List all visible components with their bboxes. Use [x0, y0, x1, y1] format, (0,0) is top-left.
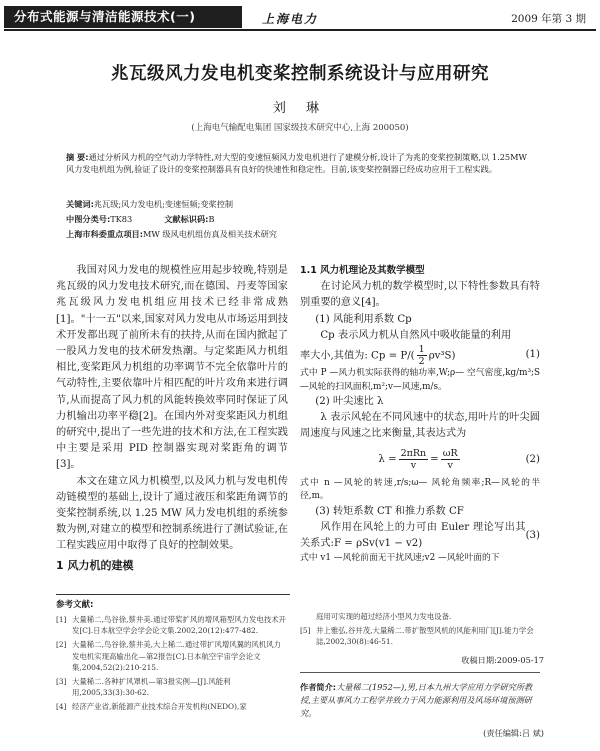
editor-note: (责任编辑:吕 斌): [483, 728, 544, 738]
received-date: 收稿日期:2009-05-17: [461, 655, 544, 665]
body-paragraph: 我国对风力发电的规模性应用起步较晚,特别是兆瓦级的风力发电技术研究,而在德国、丹麦等国家兆瓦级风力发电机组应用技术已经非常成熟[1]。"十一五"以来,国家对风力发电从市场运用到技术开发都出现了前所未有的扶持,从而在国内掀起了一股风力发电的技术研发热潮。与定桨距风力机组相比,变桨距风力机组的功率调节不完全依靠叶片的气动特性,主要依靠叶片相匹配的叶片攻角来进行调节,从而提高了风力机的风能转换效率同时保证了风力机输出功率平稳[2]。在国内外对变桨距风力机组的研究中,提出了一些先进的技术和方法,在工程实践中主要是采用 PID 控制器实现对桨距角的调节[3]。: [56, 265, 288, 471]
body-paragraph: 在讨论风力机的数学模型时,以下特性参数具有特别重要的意义[4]。: [300, 281, 540, 309]
subsection-heading: 1.1 风力机理论及其数学模型: [300, 265, 425, 276]
abstract-text: 通过分析风力机的空气动力学特性,对大型的变速恒频风力发电机进行了建模分析,设计了为兆的变桨控制策略,以 1.25MW 风力发电机组为例,验证了设计的变桨控制器具有良好的快速性和稳定性。目前,该变桨控制器已经成功应用于工程实践。: [66, 152, 527, 174]
journal-name: 上海电力: [262, 12, 319, 26]
keywords-line: [66, 199, 233, 210]
reference-item: [1] 大量稀二,鸟谷徐,蔡井美.通过带桨扩风的增风箱型风力发电技术开发[C].日本航空学会学会论文集.2002,20(12):477-482.: [56, 615, 286, 636]
author-bio-label: 作者简介:: [300, 682, 337, 692]
doccode: B: [208, 214, 215, 224]
list-item: (1) 风能利用系数 Cp: [315, 313, 412, 325]
fraction: $\frac{\omega R}{v}$: [442, 448, 458, 472]
left-column: [56, 263, 288, 577]
equation-number: (2): [525, 453, 540, 465]
equation-number: (3): [525, 529, 540, 541]
project: MW 级风电机组仿真及相关技术研究: [142, 229, 277, 239]
clc-code: TK83: [110, 214, 133, 224]
keywords-label: 关键词:: [66, 199, 94, 209]
abstract-label: 摘 要:: [66, 152, 89, 162]
fraction: $\frac{1}{2}$: [418, 344, 425, 368]
variable-definitions: 式中 v1 —风轮前面无干扰风速;v2 —风轮叶面的下: [300, 553, 500, 564]
project-line: [66, 229, 277, 240]
list-item: (2) 叶尖速比 λ: [315, 396, 384, 408]
references-heading: 参考文献:: [56, 600, 94, 610]
fraction: $\frac{\text{2πRn}}{v}$: [400, 448, 427, 472]
reference-item: [2] 大量稀二,鸟谷徐,蔡井美,大上稀二.通过带扩风增风翼的风机风力发电机实现高输出化—第2报告[C].日本航空宇宙学会论文集,2004,52(2):210-215.: [56, 640, 281, 672]
doccode-label: 文献标识码:: [164, 214, 209, 224]
author-bio-rule: [300, 672, 540, 673]
variable-definitions: 式中 n —风轮的转速,r/s;ω— 风轮角频率;R—风轮的半径,m。: [300, 477, 540, 502]
list-item: (3) 转矩系数 CT 和推力系数 CF: [315, 505, 464, 517]
author-bio: [300, 681, 540, 720]
author-affiliation: (上海电气输配电集团 国家级技术研究中心,上海 200050): [191, 123, 409, 133]
project-label: 上海市科委重点项目:: [66, 229, 143, 239]
equation-3: 风作用在风轮上的力可由 Euler 理论写出其关系式:F = ρSv(v1 − v2) (3): [300, 521, 540, 550]
body-paragraph: λ 表示风轮在不同风速中的状态,用叶片的叶尖圆周速度与风速之比来衡量,其表达式为: [300, 412, 540, 440]
section-heading: 1 风力机的建模: [56, 558, 134, 572]
author-bio-text: 大量稀二(1952—),男,日本九州大学应用力学研究所教授,主要从事风力工程学并致力于风力能源利用及风场环境预测研究。: [300, 682, 533, 718]
references-list-continued: [300, 611, 540, 651]
right-column: [300, 263, 540, 566]
abstract: [66, 151, 536, 175]
body-paragraph: Cp 表示风力机从自然风中吸收能量的利用: [320, 329, 512, 341]
reference-item: [4] 经济产业省,新能源产业技术综合开发机构(NEDO),家: [56, 702, 247, 712]
classification-line: [66, 214, 214, 225]
equation-rhs: ρv³S): [428, 350, 456, 362]
reference-item: [5] 井上雅弘,谷井茂,大量稀二.带扩散型风机的风能利用门[J].能力学会誌,2002,30(8):46-51.: [300, 626, 534, 647]
reference-item: 庭用可实现的超过经济小型风力发电设备.: [316, 612, 452, 621]
reference-item: [3] 大量稀二.各种扩风罩机—第3报实例—[J].风能利用,2005,33(3):30-62.: [56, 677, 231, 698]
equation-number: (1): [525, 349, 540, 361]
references-rule: [56, 594, 290, 595]
issue-number: 2009 年第 3 期: [511, 13, 586, 25]
equation-2: λ = $\frac{\text{2πRn}}{v}$ = $\frac{\omega R}{v}$ (2): [378, 448, 540, 472]
equation-1: [300, 344, 540, 367]
column-tab: 分布式能源与清洁能源技术(一): [4, 6, 242, 28]
article-author: 刘 琳: [272, 101, 328, 116]
clc-label: 中图分类号:: [66, 214, 111, 224]
body-text: 率大小,其值为:: [300, 350, 368, 362]
keywords: 兆瓦级;风力发电机;变速恒频;变桨控制: [93, 199, 234, 209]
references-list: [56, 614, 288, 716]
equation-lhs: Cp = P/(: [371, 350, 415, 362]
article-title: 兆瓦级风力发电机变桨控制系统设计与应用研究: [111, 64, 489, 84]
body-paragraph: 本文在建立风力机模型,以及风力机与发电机传动链模型的基础上,设计了通过液压和桨距角调节的变桨控制系统,以 1.25 MW 风力发电机组的系统参数为例,对建立的模型和控制系统进行了测试验证,在工程实践应用中取得了良好的控制效果。: [56, 475, 288, 552]
variable-definitions: 式中 P —风力机实际获得的轴功率,W;ρ— 空气密度,kg/m³;S—风轮的扫风面积,m²;v—风速,m/s。: [300, 368, 540, 392]
header-rule: [4, 29, 596, 31]
